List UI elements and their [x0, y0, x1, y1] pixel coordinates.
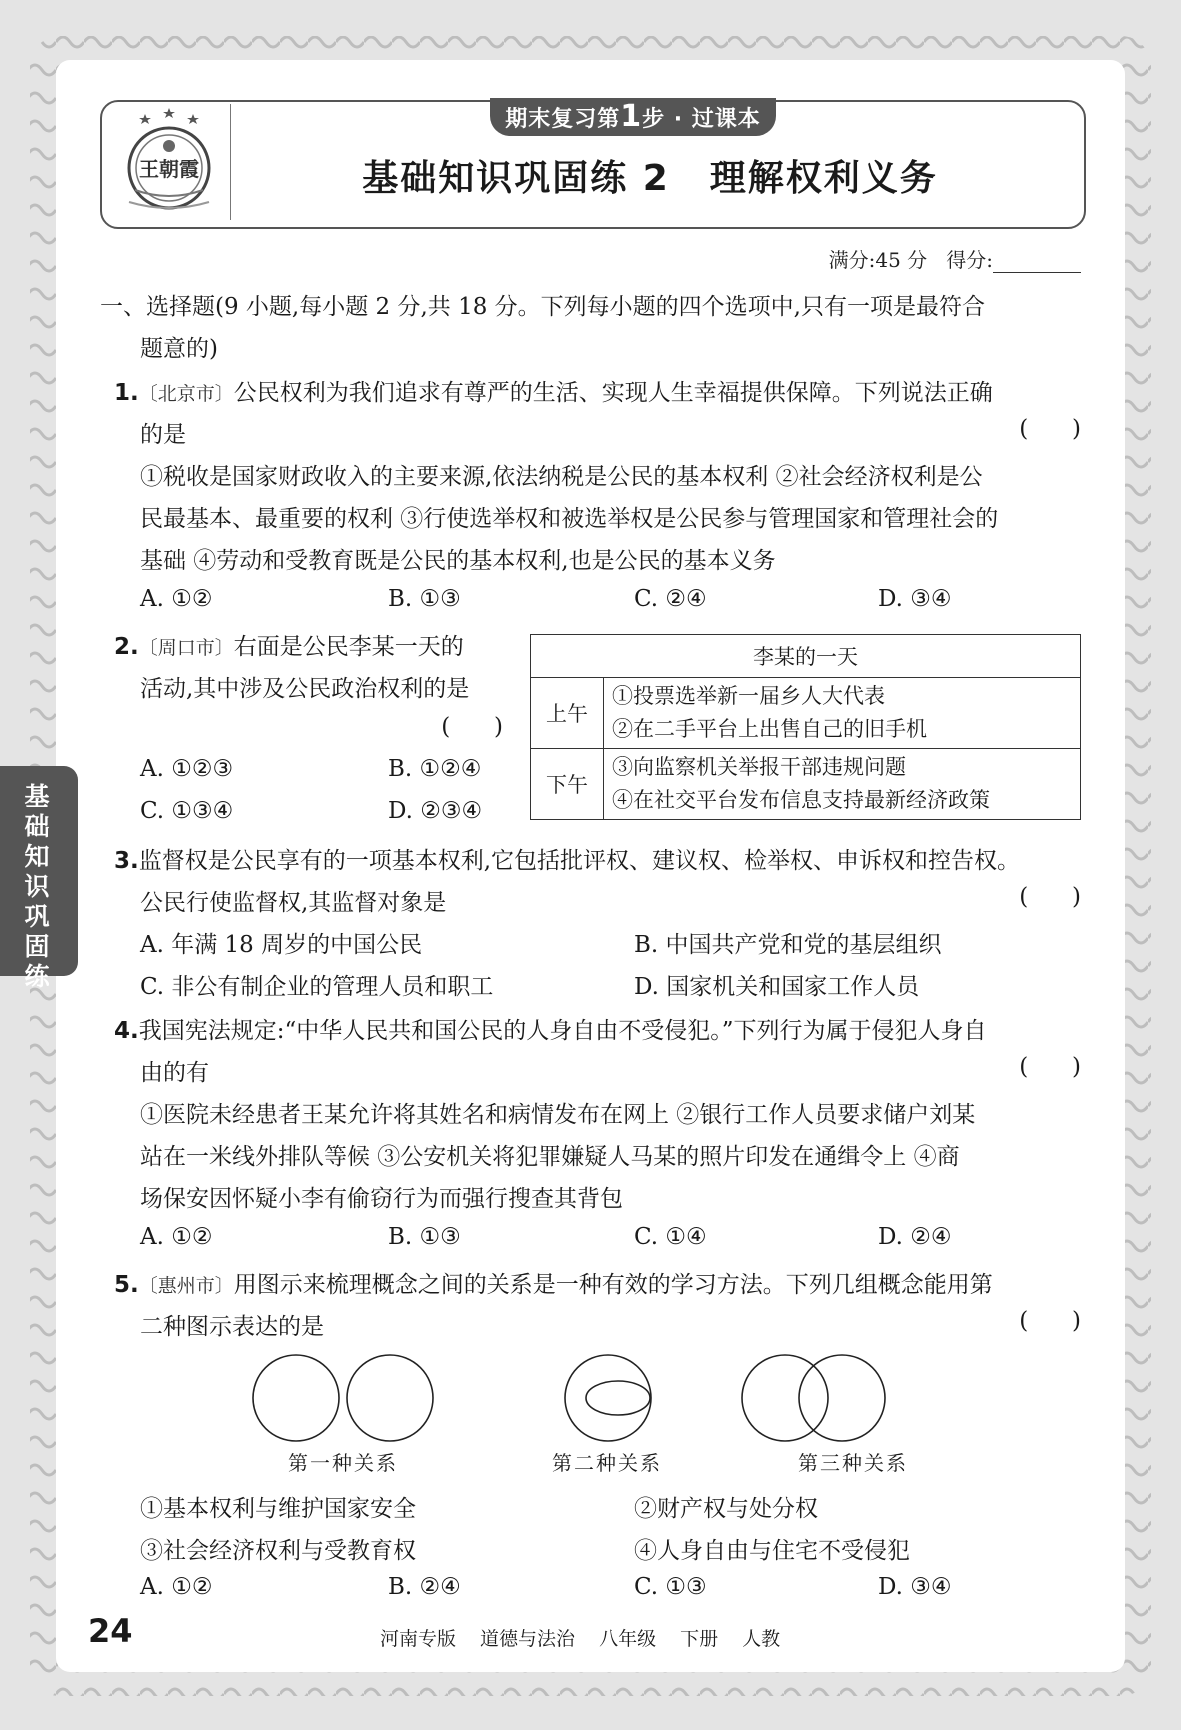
q5-option-b[interactable]: B. ②④ — [388, 1574, 461, 1600]
q2-option-b[interactable]: B. ①②④ — [388, 756, 482, 782]
page-number: 24 — [88, 1612, 133, 1650]
caption-third-relation: 第三种关系 — [798, 1451, 908, 1475]
side-tab — [0, 766, 78, 991]
q1-answer-blank[interactable]: ( ) — [1019, 416, 1081, 442]
q2-number: 2. — [114, 634, 139, 660]
q4-stem-cont: 由的有 — [140, 1060, 209, 1086]
q2-answer-blank[interactable]: ( ) — [441, 714, 503, 740]
table-am-events — [604, 678, 1081, 749]
q4-option-a[interactable]: A. ①② — [140, 1224, 213, 1250]
q3-option-c[interactable]: C. 非公有制企业的管理人员和职工 — [140, 974, 494, 1000]
venn-separate — [253, 1355, 433, 1441]
badge-suffix: 步 · 过课本 — [642, 107, 761, 132]
q1-statement-2: 民最基本、最重要的权利 ③行使选举权和被选举权是公民参与管理国家和管理社会的 — [140, 506, 999, 532]
q1-option-d[interactable]: D. ③④ — [878, 586, 952, 612]
q5-source: 〔惠州市〕 — [138, 1275, 234, 1297]
q5-stem-cont: 二种图示表达的是 — [140, 1314, 324, 1340]
q5-option-c[interactable]: C. ①③ — [634, 1574, 707, 1600]
q1-statement-3: 基础 ④劳动和受教育既是公民的基本权利,也是公民的基本义务 — [140, 548, 776, 574]
q5-item-1: ①基本权利与维护国家安全 — [140, 1496, 416, 1522]
q3-answer-blank[interactable]: ( ) — [1019, 884, 1081, 910]
q5-stem — [114, 1266, 993, 1299]
q3-option-d[interactable]: D. 国家机关和国家工作人员 — [634, 974, 920, 1000]
header-divider — [230, 104, 231, 220]
q3-text: 监督权是公民享有的一项基本权利,它包括批评权、建议权、检举权、申诉权和控告权。 — [138, 848, 1021, 874]
q1-number: 1. — [114, 380, 139, 406]
badge-prefix: 期末复习第 — [505, 107, 621, 132]
q4-number: 4. — [114, 1018, 139, 1044]
venn-contained — [565, 1355, 651, 1441]
table-am-label: 上午 — [531, 678, 604, 749]
q3-stem — [114, 842, 1020, 875]
q4-statement-2: 站在一米线外排队等候 ③公安机关将犯罪嫌疑人马某的照片印发在通缉令上 ④商 — [140, 1144, 960, 1170]
q5-text: 用图示来梳理概念之间的关系是一种有效的学习方法。下列几组概念能用第 — [233, 1272, 993, 1298]
q2-source: 〔周口市〕 — [138, 637, 234, 659]
page-title — [260, 150, 1040, 201]
q1-source: 〔北京市〕 — [138, 383, 234, 405]
q3-option-a[interactable]: A. 年满 18 周岁的中国公民 — [140, 932, 423, 958]
am-event-1: ①投票选举新一届乡人大代表 — [612, 684, 885, 708]
side-tab-label: 基础知识巩固练 — [24, 782, 50, 991]
q5-item-3: ③社会经济权利与受教育权 — [140, 1538, 416, 1564]
q2-option-d[interactable]: D. ②③④ — [388, 798, 483, 824]
logo-text: 王朝霞 — [139, 157, 199, 181]
q4-statement-1: ①医院未经患者王某允许将其姓名和病情发布在网上 ②银行工作人员要求储户刘某 — [140, 1102, 976, 1128]
score-blank[interactable] — [993, 252, 1081, 273]
q2-option-c[interactable]: C. ①③④ — [140, 798, 234, 824]
score-label: 得分: — [946, 248, 993, 272]
q3-number: 3. — [114, 848, 139, 874]
q4-option-d[interactable]: D. ②④ — [878, 1224, 952, 1250]
step-badge — [490, 98, 776, 136]
caption-first-relation: 第一种关系 — [288, 1451, 398, 1475]
q5-number: 5. — [114, 1272, 139, 1298]
q2-activity-table — [530, 634, 1081, 820]
q1-option-c[interactable]: C. ②④ — [634, 586, 707, 612]
badge-step-number: 1 — [620, 99, 643, 134]
q2-stem-cont: 活动,其中涉及公民政治权利的是 — [140, 676, 470, 702]
am-event-2: ②在二手平台上出售自己的旧手机 — [612, 717, 927, 741]
q4-text: 我国宪法规定:“中华人民共和国公民的人身自由不受侵犯。”下列行为属于侵犯人身自 — [138, 1018, 987, 1044]
q2-option-a[interactable]: A. ①②③ — [140, 756, 234, 782]
q5-option-d[interactable]: D. ③④ — [878, 1574, 952, 1600]
q4-option-c[interactable]: C. ①④ — [634, 1224, 707, 1250]
title-part2: 理解权利义务 — [709, 158, 938, 199]
section-heading-cont: 题意的) — [140, 336, 218, 362]
caption-second-relation: 第二种关系 — [552, 1451, 662, 1475]
footer-text: 河南专版 道德与法治 八年级 下册 人教 — [380, 1628, 781, 1650]
q3-stem-cont: 公民行使监督权,其监督对象是 — [140, 890, 447, 916]
q1-option-a[interactable]: A. ①② — [140, 586, 213, 612]
publisher-logo — [115, 106, 223, 218]
table-header: 李某的一天 — [531, 635, 1081, 678]
score-line — [829, 244, 1081, 273]
q1-stem — [114, 374, 993, 407]
q5-item-4: ④人身自由与住宅不受侵犯 — [634, 1538, 910, 1564]
full-score: 满分:45 分 — [828, 248, 928, 272]
q5-answer-blank[interactable]: ( ) — [1019, 1308, 1081, 1334]
q1-stem-cont: 的是 — [140, 422, 186, 448]
q4-stem — [114, 1012, 987, 1045]
q5-item-2: ②财产权与处分权 — [634, 1496, 818, 1522]
venn-overlap — [742, 1355, 885, 1441]
q1-text: 公民权利为我们追求有尊严的生活、实现人生幸福提供保障。下列说法正确 — [233, 380, 993, 406]
q2-text: 右面是公民李某一天的 — [233, 634, 464, 660]
table-pm-label: 下午 — [531, 749, 604, 820]
q1-statement-1: ①税收是国家财政收入的主要来源,依法纳税是公民的基本权利 ②社会经济权利是公 — [140, 464, 983, 490]
pm-event-1: ③向监察机关举报干部违规问题 — [612, 755, 906, 779]
section-heading: 一、选择题(9 小题,每小题 2 分,共 18 分。下列每小题的四个选项中,只有一项是最符合 — [100, 294, 985, 320]
table-pm-events — [604, 749, 1081, 820]
title-part1: 基础知识巩固练 2 — [362, 158, 670, 199]
q1-option-b[interactable]: B. ①③ — [388, 586, 461, 612]
q4-option-b[interactable]: B. ①③ — [388, 1224, 461, 1250]
q5-option-a[interactable]: A. ①② — [140, 1574, 213, 1600]
q3-option-b[interactable]: B. 中国共产党和党的基层组织 — [634, 932, 942, 958]
q2-stem — [114, 628, 464, 661]
pm-event-2: ④在社交平台发布信息支持最新经济政策 — [612, 788, 990, 812]
q4-statement-3: 场保安因怀疑小李有偷窃行为而强行搜查其背包 — [140, 1186, 623, 1212]
q4-answer-blank[interactable]: ( ) — [1019, 1054, 1081, 1080]
